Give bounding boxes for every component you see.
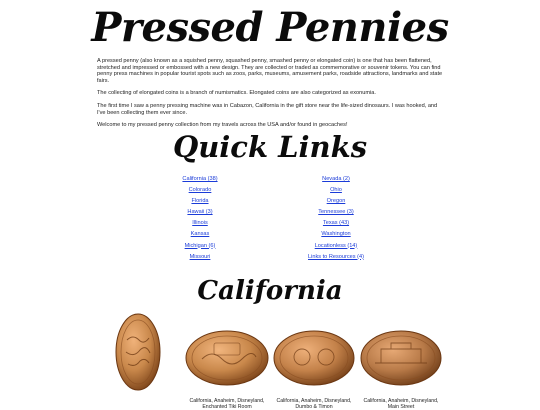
link-texas[interactable]: Texas (43) — [322, 220, 350, 227]
link-missouri[interactable]: Missouri — [189, 253, 211, 260]
link-washington[interactable]: Washington — [321, 231, 351, 238]
link-hawaii[interactable]: Hawaii (3) — [187, 209, 213, 216]
coin-caption: California, Anaheim, Disneyland, Enchanted Tiki Room — [189, 398, 265, 410]
pressed-penny-image[interactable] — [184, 329, 270, 387]
california-heading: California — [197, 276, 343, 306]
link-locationless[interactable]: Locationless (14) — [314, 242, 358, 249]
link-illinois[interactable]: Illinois — [192, 220, 208, 227]
pressed-penny-image[interactable] — [359, 329, 443, 387]
link-resources[interactable]: Links to Resources (4) — [308, 253, 364, 260]
pressed-penny-image[interactable] — [113, 312, 163, 392]
pressed-penny-image[interactable] — [272, 329, 356, 387]
page-title: Pressed Pennies — [91, 4, 449, 51]
link-michigan[interactable]: Michigan (6) — [184, 242, 216, 249]
link-california[interactable]: California (38) — [182, 176, 218, 182]
link-oregon[interactable]: Oregon — [326, 198, 346, 205]
quick-links-right-column — [276, 174, 396, 263]
intro-paragraph: The collecting of elongated coins is a branch of numismatics. Elongated coins are also categorized as exonumia. — [97, 90, 376, 97]
quick-links-heading: Quick Links — [172, 130, 368, 164]
link-colorado[interactable]: Colorado — [188, 187, 212, 194]
link-florida[interactable]: Florida — [191, 198, 209, 205]
link-kansas[interactable]: Kansas — [190, 231, 210, 238]
link-nevada[interactable]: Nevada (2) — [322, 176, 350, 182]
intro-paragraph: A pressed penny (also known as a squished penny, squashed penny, smashed penny or elongated coin) is one that has been flattened, stretched and impressed or embossed with a new design. They are collected or traded as commemorative or souvenir tokens. You can find penny press machines in popular tourist spots such as zoos, parks, museums, amusement parks, roadside attractions, landmarks and state fairs. — [97, 58, 443, 84]
coin-caption: California, Anaheim, Disneyland, Main Street — [363, 398, 439, 410]
intro-text — [97, 58, 443, 135]
coin-caption: California, Anaheim, Disneyland, Dumbo & Timon — [276, 398, 352, 410]
link-ohio[interactable]: Ohio — [330, 187, 342, 194]
intro-paragraph: The first time I saw a penny pressing machine was in Cabazon, California in the gift store near the life-sized dinosaurs. I was hooked, and I've been collecting them ever since. — [97, 102, 438, 116]
link-tennessee[interactable]: Tennessee (3) — [318, 209, 354, 216]
quick-links-left-column — [140, 174, 260, 263]
intro-paragraph: Welcome to my pressed penny collection from my travels across the USA and/or found in geocaches! — [97, 122, 348, 129]
